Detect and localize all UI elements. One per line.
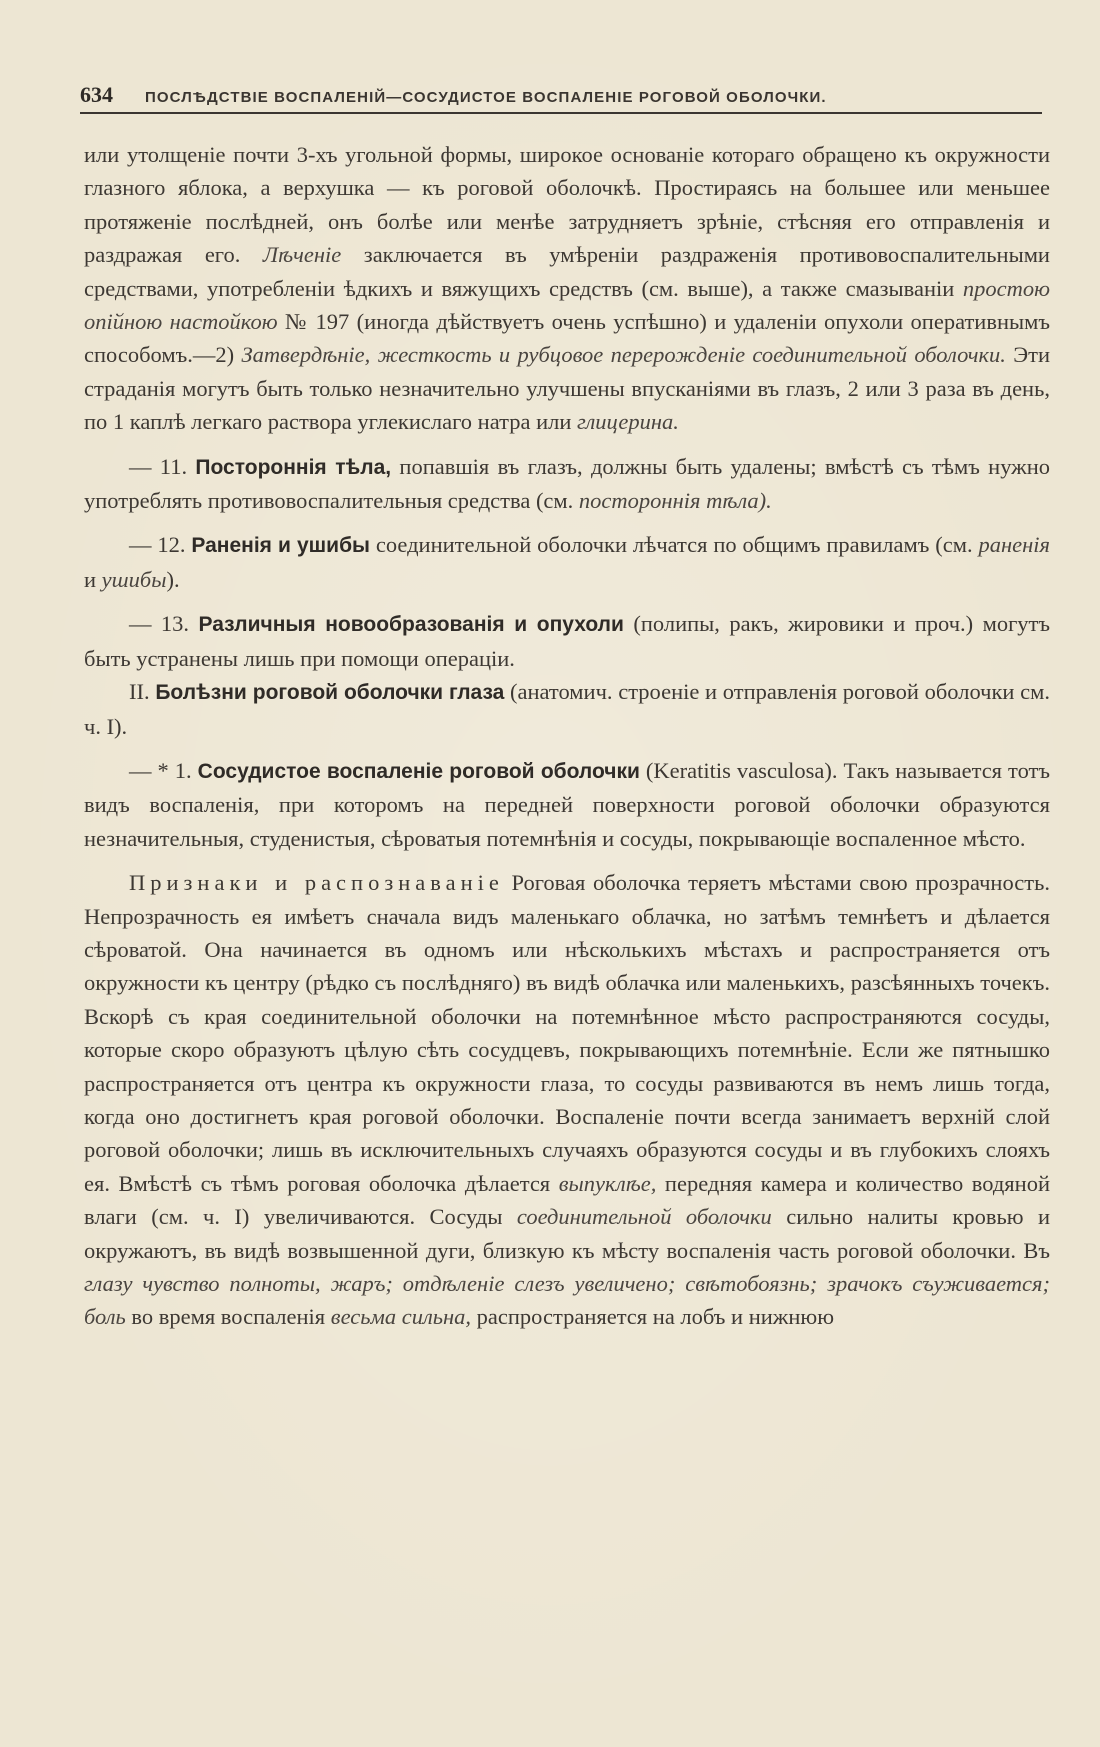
emphasis-remedy: простою опійною настойкою [84,275,1050,335]
running-title: ПОСЛѢДСТВІЕ ВОСПАЛЕНІЙ—СОСУДИСТОЕ ВОСПАЛЕНІЕ РОГОВОЙ ОБОЛОЧКИ. [145,89,827,106]
emphasis-severity: весьма сильна, [330,1304,472,1330]
emphasis-condition: Затвердѣніе, жесткость и рубцовое перерожденіе соединительной оболочки. [241,342,1006,368]
paragraph-item-13: — 13. Различныя новообразованія и опухоли (полипы, ракъ, жировики и проч.) могутъ быть устранены лишь при помощи операціи. [84,611,1051,671]
emphasis-convex: выпуклѣе, [558,1170,657,1196]
paragraph-continuation: или утолщеніе почти 3-хъ угольной формы, широкое основаніе котораго обращено къ окружности глазного яблока, а верхушка — къ роговой оболочкѣ. Простираясь на большее или меньшее протяженіе послѣдней, онъ болѣе или менѣе затрудняетъ зрѣніе, стѣсняя его отправленія и раздражая его. Лѣченіе заключается въ умѣреніи раздраженія противовоспалительными средствами, употребленіи ѣдкихъ и вяжущихъ средствъ (см. выше), а также смазываніи простою опійною настойкою № 197 (иногда дѣйствуетъ очень успѣшно) и удаленіи опухоли оперативнымъ способомъ.—2) Затвердѣніе, жесткость и рубцовое перерожденіе соединительной оболочки. Эти страданія могутъ быть только незначительно улучшены впусканіями въ глазъ, 2 или 3 раза въ день, по 1 каплѣ легкаго раствора углекислаго натра или глицерина. [84,142,1050,435]
heading-signs: Признаки и распознаваніе [129,870,504,896]
reference-bruises: ушибы [101,566,167,592]
paragraph-item-12: — 12. Раненія и ушибы соединительной оболочки лѣчатся по общимъ правиламъ (см. раненія и ушибы). [84,532,1050,592]
heading-cornea-diseases: Болѣзни роговой оболочки глаза [155,681,505,705]
section-heading-cornea: II. Болѣзни роговой оболочки глаза (анатомич. строеніе и отправленія роговой оболочки см. ч. I). [84,679,1050,739]
reference-wounds: раненія [978,532,1050,558]
page-body [84,138,1050,1334]
heading-wounds: Раненія и ушибы [191,534,370,558]
paragraph-item-1: — * 1. Сосудистое воспаленіе роговой оболочки (Keratitis vasculosa). Такъ называется тотъ видъ воспаленія, при которомъ на передней поверхности роговой оболочки образуются незначительныя, студенистыя, сѣроватыя потемнѣнія и сосуды, покрывающіе воспаленное мѣсто. [84,757,1051,851]
reference-foreign-bodies: постороннія тѣла). [578,488,772,514]
page-header [80,82,1042,112]
header-rule [80,112,1042,114]
emphasis-treatment: Лѣченіе [262,242,342,268]
emphasis-glycerin: глицерина. [577,409,679,435]
emphasis-symptoms: глазу чувство полноты, жаръ; отдѣленіе слезъ увеличено; свѣтобоязнь; зрачокъ съуживается; боль [84,1271,1050,1330]
paragraph-item-11: — 11. Постороннія тѣла, попавшія въ глазъ, должны быть удалены; вмѣстѣ съ тѣмъ нужно употреблять противовоспалительныя средства (см. постороннія тѣла). [84,453,1050,514]
emphasis-conjunctiva: соединительной оболочки [516,1204,772,1230]
paragraph-signs: Признаки и распознаваніе Роговая оболочка теряетъ мѣстами свою прозрачность. Непрозрачность ея имѣетъ сначала видъ маленькаго облачка, но затѣмъ темнѣетъ и дѣлается сѣроватой. Она начинается въ одномъ или нѣсколькихъ мѣстахъ и распространяется отъ окружности къ центру (рѣдко съ послѣдняго) въ видѣ облачка или маленькихъ, разсѣянныхъ точекъ. Вскорѣ съ края соединительной оболочки на потемнѣнное мѣсто распространяются сосуды, которые скоро образуютъ цѣлую сѣть сосудцевъ, покрывающихъ потемнѣніе. Если же пятнышко распространяется отъ центра къ окружности глаза, то сосуды развиваются въ немъ лишь тогда, когда оно достигнетъ края роговой оболочки. Воспаленіе почти всегда занимаетъ верхній слой роговой оболочки; лишь въ исключительныхъ случаяхъ образуются сосуды и въ глубокихъ слояхъ ея. Вмѣстѣ съ тѣмъ роговая оболочка дѣлается выпуклѣе, передняя камера и количество водяной влаги (см. ч. I) увеличиваются. Сосуды соединительной оболочки сильно налиты кровью и окружаютъ, въ видѣ возвышенной дуги, близкую къ мѣсту воспаленія часть роговой оболочки. Въ глазу чувство полноты, жаръ; отдѣленіе слезъ увеличено; свѣтобоязнь; зрачокъ съуживается; боль во время воспаленія весьма сильна, распространяется на лобъ и нижнюю [84,870,1051,1330]
heading-tumors: Различныя новообразованія и опухоли [198,613,624,637]
heading-foreign-bodies: Постороннія тѣла, [195,455,392,479]
page-number: 634 [80,82,113,107]
heading-vascular-keratitis: Сосудистое воспаленіе роговой оболочки [197,759,640,783]
